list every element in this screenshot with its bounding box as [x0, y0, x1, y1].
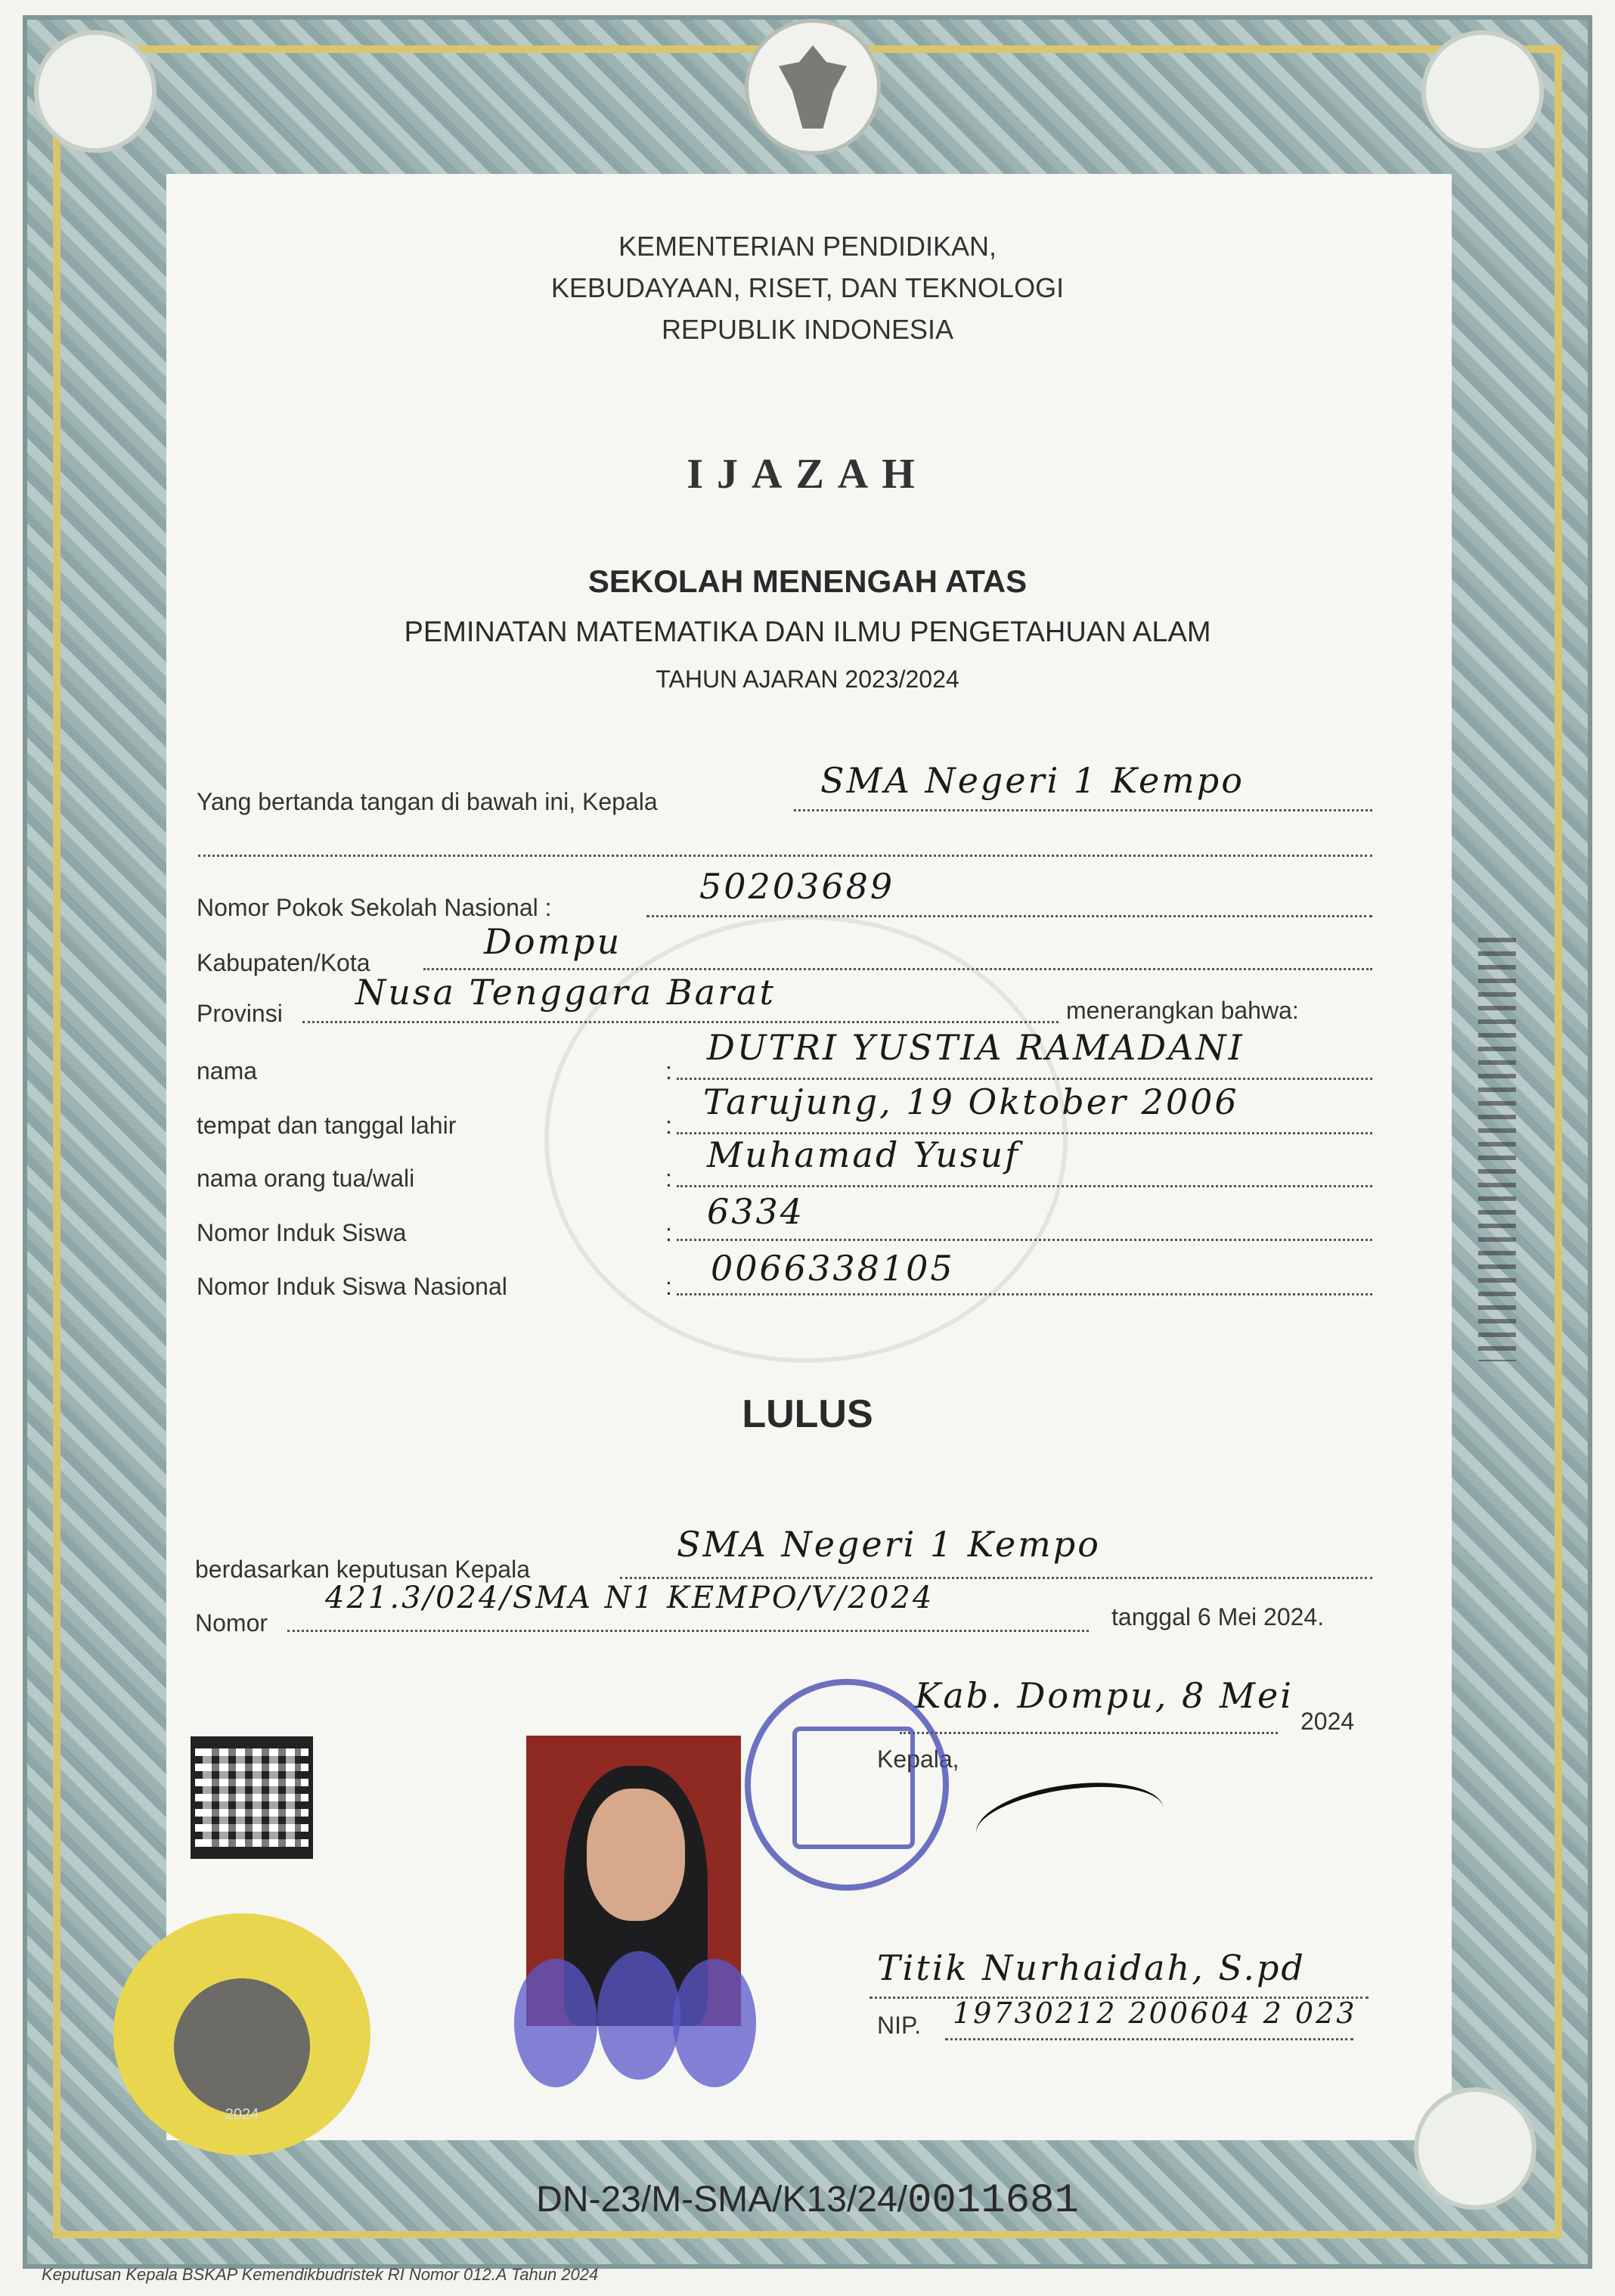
provinsi-label: Provinsi [197, 1000, 283, 1027]
keputusan-label: berdasarkan keputusan Kepala [195, 1556, 530, 1583]
keputusan-value: SMA Negeri 1 Kempo [677, 1524, 1101, 1565]
school-stamp [745, 1679, 949, 1891]
ttl-value: Tarujung, 19 Oktober 2006 [703, 1081, 1239, 1122]
place-date: Kab. Dompu, 8 Mei [915, 1675, 1294, 1716]
ortu-label: nama orang tua/wali [197, 1165, 415, 1192]
kepala-value: SMA Negeri 1 Kempo [820, 760, 1245, 801]
npsn-value: 50203689 [699, 866, 895, 907]
kepala-label: Yang bertanda tangan di bawah ini, Kepala [197, 788, 658, 815]
school-type: SEKOLAH MENENGAH ATAS [587, 563, 1028, 599]
serial-digits: 0011681 [907, 2178, 1079, 2224]
nama-value: DUTRI YUSTIA RAMADANI [707, 1027, 1245, 1068]
fingerprints [514, 1951, 764, 2095]
colon: : [665, 1112, 672, 1139]
colon: : [665, 1219, 672, 1246]
colon: : [665, 1057, 672, 1084]
npsn-label: Nomor Pokok Sekolah Nasional : [197, 894, 552, 921]
dotted-line [677, 1185, 1372, 1187]
hologram-seal [113, 1913, 370, 2155]
document-title: IJAZAH [687, 451, 928, 498]
ttl-label: tempat dan tanggal lahir [197, 1112, 457, 1139]
tahun-ajaran: TAHUN AJARAN 2023/2024 [656, 666, 959, 693]
nomor-value: 421.3/024/SMA N1 KEMPO/V/2024 [325, 1581, 935, 1615]
provinsi-value: Nusa Tenggara Barat [355, 972, 776, 1013]
ministry-line-2: KEBUDAYAAN, RISET, DAN TEKNOLOGI [550, 272, 1065, 303]
dotted-line [287, 1630, 1089, 1632]
perforation-code [1478, 938, 1516, 1361]
qr-code-icon [195, 1741, 308, 1854]
peminatan: PEMINATAN MATEMATIKA DAN ILMU PENGETAHUAN ALAM [404, 616, 1211, 648]
colon: : [665, 1165, 672, 1192]
serial-number [0, 2178, 1615, 2224]
kabupaten-label: Kabupaten/Kota [197, 949, 370, 976]
serial-prefix: DN-23/M-SMA/K13/24/ [536, 2180, 907, 2220]
nama-label: nama [197, 1057, 258, 1084]
nis-value: 6334 [707, 1191, 805, 1232]
corner-ornament [1421, 30, 1544, 153]
nip-value: 19730212 200604 2 023 [953, 1997, 1357, 2030]
dotted-line [677, 1239, 1372, 1241]
nip-label: NIP. [877, 2012, 922, 2039]
dotted-line [646, 915, 1372, 917]
footer-note: Keputusan Kepala BSKAP Kemendikbudristek RI Nomor 012.A Tahun 2024 [42, 2265, 599, 2284]
dotted-line [302, 1021, 1059, 1023]
nisn-label: Nomor Induk Siswa Nasional [197, 1273, 507, 1300]
ministry-line-1: KEMENTERIAN PENDIDIKAN, [618, 231, 997, 262]
stamp-logo-icon [792, 1727, 915, 1849]
dotted-line [423, 968, 1372, 970]
principal-name: Titik Nurhaidah, S.pd [877, 1947, 1306, 1988]
garuda-emblem [745, 19, 881, 155]
status-lulus: LULUS [742, 1392, 873, 1436]
nomor-label: Nomor [195, 1609, 268, 1637]
hologram-year: 2024 [225, 2106, 259, 2123]
tanggal-keputusan: tanggal 6 Mei 2024. [1111, 1603, 1325, 1630]
nis-label: Nomor Induk Siswa [197, 1219, 407, 1246]
nisn-value: 0066338105 [711, 1248, 955, 1289]
dotted-line [794, 809, 1372, 811]
menerangkan-label: menerangkan bahwa: [1066, 997, 1299, 1024]
sign-year: 2024 [1300, 1708, 1355, 1735]
ministry-line-3: REPUBLIK INDONESIA [661, 314, 954, 345]
dotted-line [198, 855, 1372, 857]
garuda-icon [779, 45, 847, 129]
dotted-line [677, 1078, 1372, 1080]
corner-ornament [34, 30, 157, 153]
dotted-line [620, 1577, 1372, 1579]
kepala-title: Kepala, [877, 1745, 959, 1773]
ortu-value: Muhamad Yusuf [707, 1134, 1021, 1175]
dotted-line [945, 2038, 1353, 2040]
kabupaten-value: Dompu [484, 921, 622, 962]
dotted-line [900, 1732, 1278, 1734]
colon: : [665, 1273, 672, 1300]
dotted-line [677, 1293, 1372, 1295]
